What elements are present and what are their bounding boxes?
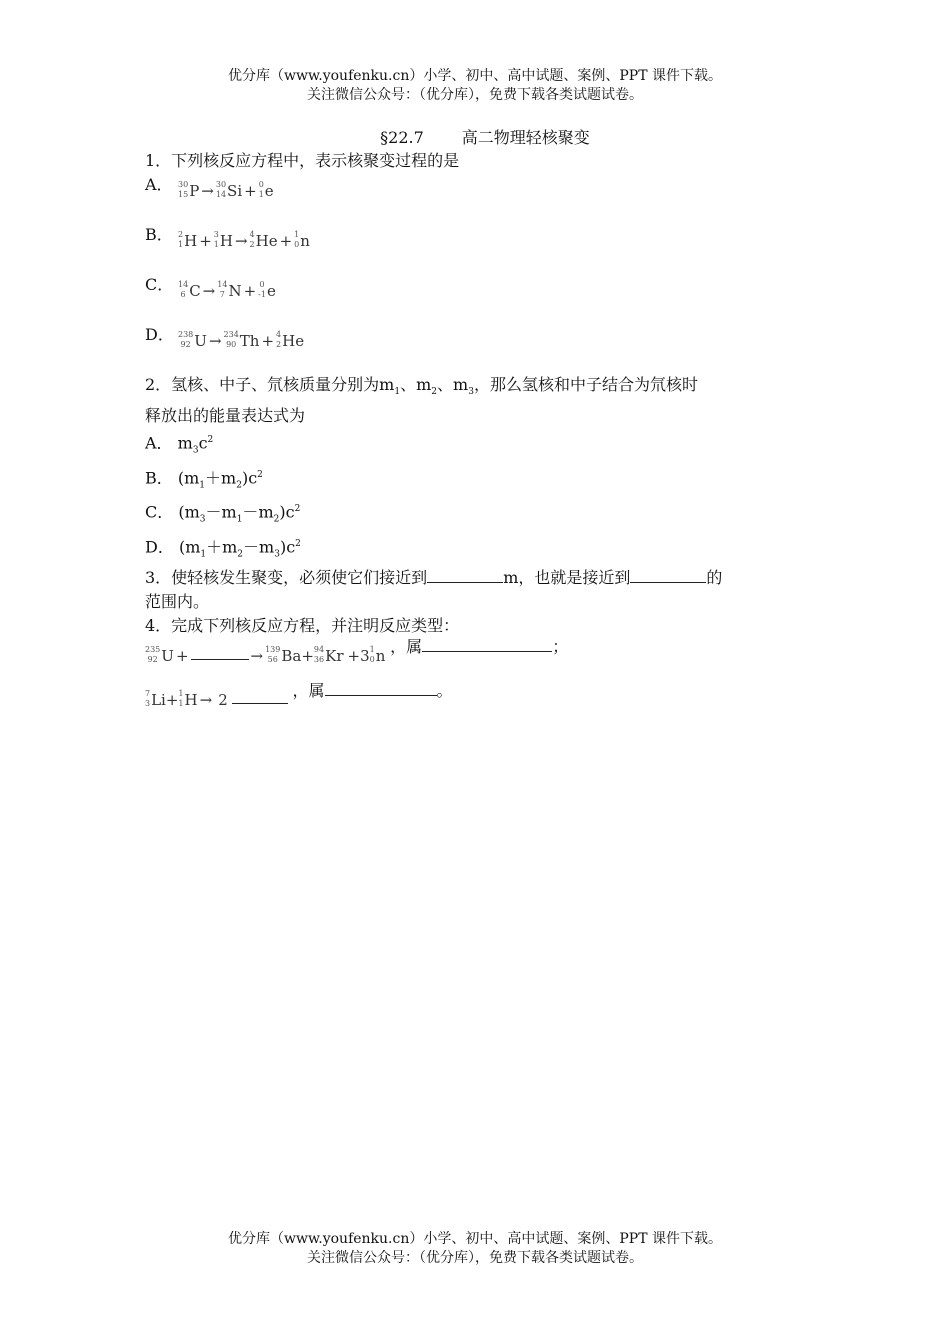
q1-option-b <box>145 223 805 273</box>
q2-option-a: A． $m_3c^2$ <box>145 433 214 456</box>
q2-option-c: C． $(m_3-m_1-m_2)c^2$ <box>145 502 301 525</box>
q2-option-b: B． $(m_1+m_2)c^2$ <box>145 468 263 491</box>
question-3: 3．使轻核发生聚变，必须使它们接近到 m，也就是接近到 的 <box>145 568 723 588</box>
option-label: B． <box>145 225 173 244</box>
answer-blank[interactable] <box>232 689 288 704</box>
question-2-stem-line-2: 释放出的能量表达式为 <box>145 406 306 426</box>
question-4-stem: 4．完成下列核反应方程，并注明反应类型： <box>145 616 460 636</box>
equation-c: 14 6 C → 14 7 N + 0 -1 e <box>178 280 276 300</box>
isotope-numbers: 30 15 <box>178 180 189 199</box>
document-body <box>145 127 805 720</box>
page-footer <box>0 1230 950 1268</box>
q4-equation-2: 7 3 Li+ 1 1 H → 2 ，属 。 <box>145 681 453 710</box>
answer-blank[interactable] <box>422 637 552 652</box>
footer-line-2: 关注微信公众号：（优分库），免费下载各类试题试卷。 <box>307 1250 643 1266</box>
q4-equation-1: 235 92 U + → 139 56 Ba+ 94 36 Kr +3 1 0 n ，属 ； <box>145 637 569 666</box>
equation-a: 30 15 P → 30 14 Si + 0 1 e <box>178 180 274 200</box>
header-line-2: 关注微信公众号：（优分库），免费下载各类试题试卷。 <box>307 87 643 103</box>
option-label: C． <box>145 275 174 294</box>
equation-d: 238 92 U → 234 90 Th + 4 2 He <box>178 330 305 350</box>
option-label: D． <box>145 325 174 344</box>
q1-option-c <box>145 273 805 323</box>
section-name: 高二物理轻核聚变 <box>461 128 590 147</box>
page-header <box>0 67 950 105</box>
question-3-line-2: 范围内。 <box>145 592 210 612</box>
answer-blank[interactable] <box>191 645 249 660</box>
equation-b: 2 1 H + 3 1 H → 4 2 He + 1 0 n <box>178 230 310 250</box>
option-label: A． <box>145 175 173 194</box>
question-2-stem: 2．氢核、中子、氘核质量分别为$m_1$、$m_2$、$m_3$，那么氢核和中子结合为氘核时 <box>145 375 698 398</box>
page-title <box>165 127 805 149</box>
q1-option-d <box>145 323 805 373</box>
q1-option-a <box>145 173 805 223</box>
answer-blank[interactable] <box>630 568 706 583</box>
answer-blank[interactable] <box>427 568 503 583</box>
question-1-stem: 1．下列核反应方程中，表示核聚变过程的是 <box>145 151 460 170</box>
section-number: §22.7 <box>380 128 424 147</box>
answer-blank[interactable] <box>325 681 437 696</box>
q2-option-d: D． $(m_1+m_2-m_3)c^2$ <box>145 537 301 560</box>
footer-line-1: 优分库（www.youfenku.cn）小学、初中、高中试题、案例、PPT 课件下载。 <box>227 1231 722 1247</box>
header-line-1: 优分库（www.youfenku.cn）小学、初中、高中试题、案例、PPT 课件下载。 <box>227 68 722 84</box>
